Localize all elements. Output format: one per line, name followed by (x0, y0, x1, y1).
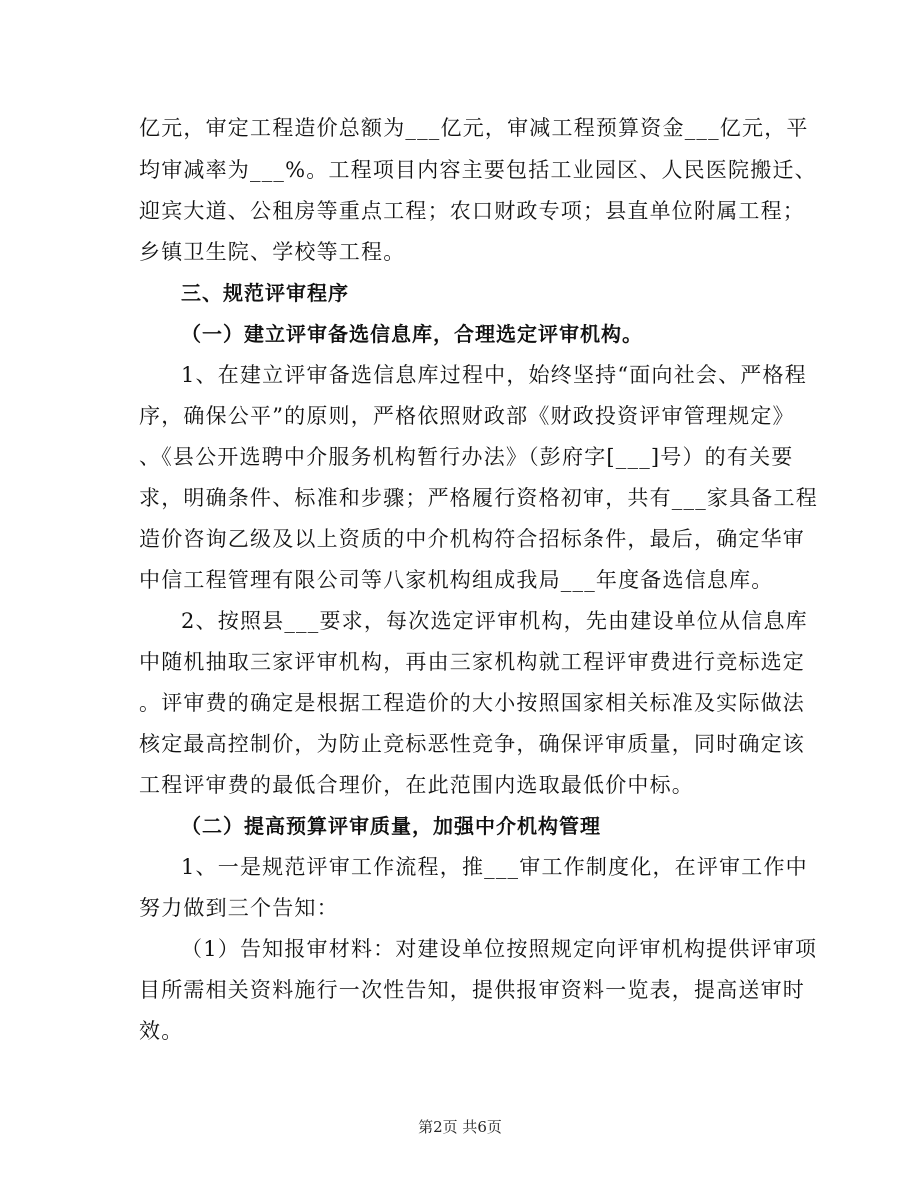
paragraph-line: 中信工程管理有限公司等八家机构组成我局___年度备选信息库。 (139, 568, 774, 592)
paragraph-line: 。评审费的确定是根据工程造价的大小按照国家相关标准及实际做法 (139, 691, 805, 715)
paragraph-line: 迎宾大道、公租房等重点工程；农口财政专项；县直单位附属工程； (139, 199, 805, 223)
paragraph-line: 1、在建立评审备选信息库过程中，始终坚持“面向社会、严格程 (181, 363, 807, 387)
paragraph-line: 2、按照县___要求，每次选定评审机构，先由建设单位从信息库 (181, 609, 808, 633)
paragraph-line: （1）告知报审材料：对建设单位按照规定向评审机构提供评审项 (181, 937, 818, 961)
paragraph-line: 求，明确条件、标准和步骤；严格履行资格初审，共有___家具备工程 (139, 486, 818, 510)
page-number-footer: 第2页 共6页 (418, 1118, 502, 1136)
paragraph-line: 亿元，审定工程造价总额为___亿元，审减工程预算资金___亿元，平 (139, 116, 809, 140)
paragraph-line: 均审减率为___%。工程项目内容主要包括工业园区、人民医院搬迁、 (139, 158, 817, 182)
paragraph-line: 核定最高控制价，为防止竞标恶性竞争，确保评审质量，同时确定该 (139, 732, 805, 756)
paragraph-line: 努力做到三个告知： (139, 896, 339, 920)
subsection-heading: （二）提高预算评审质量，加强中介机构管理 (181, 814, 601, 838)
paragraph-line: 中随机抽取三家评审机构，再由三家机构就工程评审费进行竞标选定 (139, 650, 805, 674)
paragraph-line: 造价咨询乙级及以上资质的中介机构符合招标条件，最后，确定华审 (139, 527, 805, 551)
paragraph-line: 乡镇卫生院、学校等工程。 (139, 240, 406, 264)
paragraph-line: 、《县公开选聘中介服务机构暂行办法》（彭府字[___]号）的有关要 (139, 445, 794, 469)
paragraph-line: 序，确保公平”的原则，严格依照财政部《财政投资评审管理规定》 (139, 404, 795, 428)
paragraph-line: 目所需相关资料施行一次性告知，提供报审资料一览表，提高送审时 (139, 978, 805, 1002)
section-heading: 三、规范评审程序 (181, 281, 349, 305)
paragraph-line: 1、一是规范评审工作流程，推___审工作制度化，在评审工作中 (181, 855, 808, 879)
paragraph-line: 工程评审费的最低合理价，在此范围内选取最低价中标。 (139, 773, 694, 797)
paragraph-line: 效。 (139, 1019, 184, 1043)
subsection-heading: （一）建立评审备选信息库，合理选定评审机构。 (181, 322, 643, 346)
